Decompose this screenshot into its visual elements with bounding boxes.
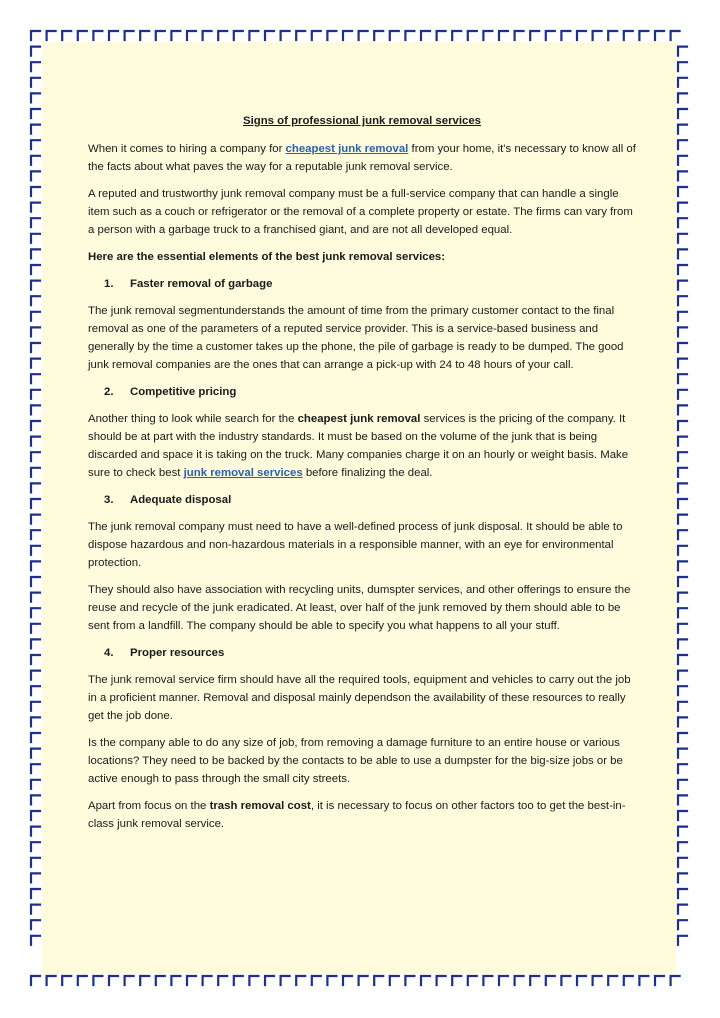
pricing-text-middle: services is the pricing of the company. It should be at part with the industry standards. It must be based on the volume of the junk that is being discarded and space it is taking on the truck. Many companies charge it on an hourly or weight basis. Make sure to check best bbox=[88, 413, 629, 479]
border-mark bbox=[678, 686, 687, 695]
border-mark bbox=[678, 343, 687, 352]
border-mark bbox=[31, 78, 40, 87]
border-mark bbox=[678, 515, 687, 524]
border-mark bbox=[421, 976, 430, 985]
border-mark bbox=[499, 31, 508, 40]
essentials-heading: Here are the essential elements of the best junk removal services: bbox=[88, 251, 446, 263]
border-mark bbox=[678, 374, 687, 383]
border-mark bbox=[78, 976, 87, 985]
section-number: 2. bbox=[104, 386, 114, 398]
section-title: Proper resources bbox=[130, 647, 225, 659]
border-mark bbox=[327, 31, 336, 40]
closing-paragraph bbox=[88, 797, 636, 833]
border-mark bbox=[47, 976, 56, 985]
border-mark bbox=[343, 31, 352, 40]
border-mark bbox=[171, 31, 180, 40]
section-title: Faster removal of garbage bbox=[130, 278, 273, 290]
border-mark bbox=[31, 359, 40, 368]
border-mark bbox=[515, 31, 524, 40]
border-mark bbox=[678, 905, 687, 914]
border-mark bbox=[31, 234, 40, 243]
border-mark bbox=[31, 125, 40, 134]
border-right-pattern bbox=[678, 47, 687, 945]
border-mark bbox=[671, 976, 680, 985]
border-mark bbox=[31, 530, 40, 539]
border-mark bbox=[31, 343, 40, 352]
border-mark bbox=[31, 873, 40, 882]
border-mark bbox=[405, 31, 414, 40]
border-mark bbox=[31, 62, 40, 71]
border-mark bbox=[678, 577, 687, 586]
border-mark bbox=[678, 749, 687, 758]
border-mark bbox=[678, 593, 687, 602]
border-mark bbox=[624, 976, 633, 985]
full-service-paragraph: A reputed and trustworthy junk removal company must be a full-service company that can handle a single item such as a couch or refrigerator or the removal of a complete property or estate. The firms can vary from a person with a garbage truck to a franchised giant, and are not all developed equal. bbox=[88, 188, 633, 236]
border-mark bbox=[47, 31, 56, 40]
border-mark bbox=[678, 561, 687, 570]
border-mark bbox=[483, 976, 492, 985]
border-mark bbox=[281, 31, 290, 40]
border-mark bbox=[31, 515, 40, 524]
border-mark bbox=[31, 405, 40, 414]
section-number: 3. bbox=[104, 494, 114, 506]
border-mark bbox=[678, 78, 687, 87]
border-mark bbox=[530, 31, 539, 40]
border-mark bbox=[678, 780, 687, 789]
border-mark bbox=[678, 62, 687, 71]
border-mark bbox=[31, 593, 40, 602]
border-mark bbox=[561, 31, 570, 40]
border-mark bbox=[31, 624, 40, 633]
border-mark bbox=[234, 976, 243, 985]
border-mark bbox=[678, 936, 687, 945]
border-mark bbox=[312, 31, 321, 40]
border-mark bbox=[678, 842, 687, 851]
border-top-pattern bbox=[31, 31, 680, 40]
intro-paragraph bbox=[88, 140, 636, 176]
border-mark bbox=[31, 312, 40, 321]
border-mark bbox=[452, 31, 461, 40]
border-mark bbox=[624, 31, 633, 40]
border-mark bbox=[218, 31, 227, 40]
border-mark bbox=[203, 31, 212, 40]
document-body bbox=[88, 112, 636, 842]
border-mark bbox=[359, 976, 368, 985]
border-mark bbox=[639, 31, 648, 40]
border-mark bbox=[31, 936, 40, 945]
border-mark bbox=[234, 31, 243, 40]
border-mark bbox=[468, 976, 477, 985]
section-heading-faster-removal bbox=[88, 275, 636, 293]
border-mark bbox=[31, 717, 40, 726]
border-mark bbox=[31, 374, 40, 383]
border-mark bbox=[678, 452, 687, 461]
border-mark bbox=[31, 156, 40, 165]
border-mark bbox=[577, 31, 586, 40]
proper-resources-paragraph-1: The junk removal service firm should have all the required tools, equipment and vehicles to carry out the job in a proficient manner. Removal and disposal mainly dependson the availability of these resources to really get the job done. bbox=[88, 674, 631, 722]
border-mark bbox=[678, 655, 687, 664]
border-mark bbox=[31, 187, 40, 196]
document-title: Signs of professional junk removal services bbox=[242, 115, 482, 127]
border-mark bbox=[31, 390, 40, 399]
border-mark bbox=[281, 976, 290, 985]
border-mark bbox=[678, 717, 687, 726]
proper-resources-paragraph-2: Is the company able to do any size of job, from removing a damage furniture to an entire house or various locations? They need to be backed by the contacts to be able to use a dumpster for the big-size jobs or be active enough to pass through the small city streets. bbox=[88, 737, 623, 785]
border-mark bbox=[678, 390, 687, 399]
border-mark bbox=[327, 976, 336, 985]
border-mark bbox=[678, 702, 687, 711]
border-mark bbox=[31, 546, 40, 555]
border-mark bbox=[678, 249, 687, 258]
section-heading-competitive-pricing bbox=[88, 383, 636, 401]
border-mark bbox=[109, 976, 118, 985]
border-mark bbox=[31, 858, 40, 867]
border-mark bbox=[483, 31, 492, 40]
faster-removal-paragraph: The junk removal segmentunderstands the amount of time from the primary customer contact to the final removal as one of the parameters of a reputed service provider. This is a service-based business and generally by the time a customer takes up the phone, the pile of garbage is ready to be dumped. The good junk removal companies are the ones that can arrange a pick-up with 24 to 48 hours of your call. bbox=[88, 305, 624, 371]
border-mark bbox=[678, 858, 687, 867]
border-mark bbox=[678, 421, 687, 430]
border-mark bbox=[655, 31, 664, 40]
border-mark bbox=[678, 359, 687, 368]
border-mark bbox=[678, 327, 687, 336]
border-mark bbox=[62, 976, 71, 985]
junk-removal-services-link[interactable]: junk removal services bbox=[183, 467, 303, 479]
border-mark bbox=[678, 920, 687, 929]
border-mark bbox=[678, 203, 687, 212]
border-mark bbox=[390, 976, 399, 985]
border-mark bbox=[678, 234, 687, 243]
border-mark bbox=[655, 976, 664, 985]
border-mark bbox=[678, 483, 687, 492]
border-mark bbox=[171, 976, 180, 985]
border-mark bbox=[678, 125, 687, 134]
border-mark bbox=[31, 780, 40, 789]
border-mark bbox=[678, 47, 687, 56]
border-mark bbox=[203, 976, 212, 985]
border-mark bbox=[359, 31, 368, 40]
border-mark bbox=[31, 468, 40, 477]
border-mark bbox=[639, 976, 648, 985]
border-mark bbox=[31, 577, 40, 586]
border-mark bbox=[678, 93, 687, 102]
border-mark bbox=[249, 976, 258, 985]
section-title: Adequate disposal bbox=[130, 494, 232, 506]
border-mark bbox=[31, 499, 40, 508]
border-mark bbox=[296, 976, 305, 985]
border-mark bbox=[187, 31, 196, 40]
border-mark bbox=[678, 405, 687, 414]
border-mark bbox=[31, 686, 40, 695]
border-mark bbox=[265, 31, 274, 40]
border-mark bbox=[31, 608, 40, 617]
border-mark bbox=[31, 249, 40, 258]
border-mark bbox=[31, 561, 40, 570]
border-mark bbox=[31, 702, 40, 711]
border-mark bbox=[31, 203, 40, 212]
border-mark bbox=[405, 976, 414, 985]
border-mark bbox=[31, 905, 40, 914]
border-mark bbox=[678, 530, 687, 539]
section-heading-proper-resources bbox=[88, 644, 636, 662]
section-title: Competitive pricing bbox=[130, 386, 237, 398]
border-mark bbox=[499, 976, 508, 985]
border-mark bbox=[678, 140, 687, 149]
border-mark bbox=[678, 468, 687, 477]
border-mark bbox=[31, 140, 40, 149]
border-mark bbox=[31, 671, 40, 680]
border-mark bbox=[187, 976, 196, 985]
border-mark bbox=[546, 976, 555, 985]
border-mark bbox=[296, 31, 305, 40]
border-mark bbox=[140, 31, 149, 40]
border-mark bbox=[156, 31, 165, 40]
border-mark bbox=[678, 312, 687, 321]
section-heading-adequate-disposal bbox=[88, 491, 636, 509]
border-mark bbox=[671, 31, 680, 40]
border-mark bbox=[93, 976, 102, 985]
border-mark bbox=[374, 31, 383, 40]
border-mark bbox=[78, 31, 87, 40]
border-mark bbox=[140, 976, 149, 985]
border-mark bbox=[265, 976, 274, 985]
border-mark bbox=[374, 976, 383, 985]
border-mark bbox=[31, 31, 40, 40]
border-mark bbox=[678, 811, 687, 820]
closing-text-start: Apart from focus on the bbox=[88, 800, 210, 812]
border-mark bbox=[312, 976, 321, 985]
border-left-pattern bbox=[31, 47, 40, 945]
border-mark bbox=[678, 608, 687, 617]
border-mark bbox=[515, 976, 524, 985]
border-mark bbox=[678, 546, 687, 555]
border-mark bbox=[530, 976, 539, 985]
pricing-text-end: before finalizing the deal. bbox=[302, 467, 433, 479]
border-mark bbox=[31, 437, 40, 446]
border-mark bbox=[561, 976, 570, 985]
border-mark bbox=[31, 327, 40, 336]
border-mark bbox=[678, 218, 687, 227]
border-mark bbox=[678, 171, 687, 180]
pricing-text-start: Another thing to look while search for the bbox=[88, 413, 298, 425]
border-mark bbox=[31, 655, 40, 664]
border-mark bbox=[452, 976, 461, 985]
border-mark bbox=[678, 671, 687, 680]
border-mark bbox=[125, 31, 134, 40]
border-mark bbox=[608, 31, 617, 40]
border-mark bbox=[678, 795, 687, 804]
competitive-pricing-paragraph bbox=[88, 410, 636, 482]
cheapest-junk-removal-bold: cheapest junk removal bbox=[297, 413, 421, 425]
border-mark bbox=[31, 811, 40, 820]
border-mark bbox=[31, 109, 40, 118]
border-mark bbox=[249, 31, 258, 40]
border-mark bbox=[31, 976, 40, 985]
border-mark bbox=[678, 889, 687, 898]
border-mark bbox=[31, 795, 40, 804]
border-mark bbox=[31, 827, 40, 836]
cheapest-junk-removal-link[interactable]: cheapest junk removal bbox=[285, 143, 409, 155]
border-mark bbox=[593, 31, 602, 40]
border-mark bbox=[31, 889, 40, 898]
border-mark bbox=[31, 47, 40, 56]
border-mark bbox=[437, 976, 446, 985]
intro-text-start: When it comes to hiring a company for bbox=[88, 143, 286, 155]
border-mark bbox=[678, 265, 687, 274]
closing-text-end: , it is necessary to focus on other factors too to get the best-in-class junk removal service. bbox=[88, 800, 626, 830]
border-mark bbox=[31, 281, 40, 290]
border-mark bbox=[421, 31, 430, 40]
border-mark bbox=[678, 187, 687, 196]
intro-text-end: from your home, it's necessary to know all of the facts about what paves the way for a reputable junk removal service. bbox=[88, 143, 636, 173]
border-mark bbox=[31, 296, 40, 305]
border-mark bbox=[31, 483, 40, 492]
border-mark bbox=[437, 31, 446, 40]
border-mark bbox=[31, 452, 40, 461]
border-mark bbox=[31, 171, 40, 180]
border-mark bbox=[31, 421, 40, 430]
border-mark bbox=[31, 639, 40, 648]
border-mark bbox=[593, 976, 602, 985]
border-mark bbox=[678, 281, 687, 290]
border-mark bbox=[31, 749, 40, 758]
border-mark bbox=[608, 976, 617, 985]
border-mark bbox=[31, 764, 40, 773]
border-mark bbox=[678, 499, 687, 508]
border-mark bbox=[31, 842, 40, 851]
border-mark bbox=[678, 296, 687, 305]
border-mark bbox=[93, 31, 102, 40]
border-mark bbox=[678, 624, 687, 633]
border-mark bbox=[62, 31, 71, 40]
border-bottom-pattern bbox=[31, 976, 680, 985]
border-mark bbox=[678, 827, 687, 836]
border-mark bbox=[31, 265, 40, 274]
border-mark bbox=[546, 31, 555, 40]
border-mark bbox=[468, 31, 477, 40]
border-mark bbox=[31, 920, 40, 929]
border-mark bbox=[678, 873, 687, 882]
border-mark bbox=[678, 639, 687, 648]
border-mark bbox=[343, 976, 352, 985]
border-mark bbox=[125, 976, 134, 985]
border-mark bbox=[31, 733, 40, 742]
border-mark bbox=[109, 31, 118, 40]
border-mark bbox=[678, 764, 687, 773]
border-mark bbox=[678, 733, 687, 742]
adequate-disposal-paragraph-2: They should also have association with recycling units, dumspter services, and other offerings to ensure the reuse and recycle of the junk eradicated. At least, over half of the junk removed by them should able to be sent from a landfill. The company should be able to specify you what happens to all your stuff. bbox=[88, 584, 631, 632]
border-mark bbox=[678, 437, 687, 446]
border-mark bbox=[218, 976, 227, 985]
border-mark bbox=[390, 31, 399, 40]
border-mark bbox=[678, 156, 687, 165]
border-mark bbox=[678, 109, 687, 118]
border-mark bbox=[156, 976, 165, 985]
adequate-disposal-paragraph-1: The junk removal company must need to have a well-defined process of junk disposal. It should be able to dispose hazardous and non-hazardous materials in a responsible manner, with an eye for environmental protection. bbox=[88, 521, 623, 569]
section-number: 4. bbox=[104, 647, 114, 659]
border-mark bbox=[31, 93, 40, 102]
trash-removal-cost-bold: trash removal cost bbox=[209, 800, 311, 812]
border-mark bbox=[31, 218, 40, 227]
section-number: 1. bbox=[104, 278, 114, 290]
border-mark bbox=[577, 976, 586, 985]
